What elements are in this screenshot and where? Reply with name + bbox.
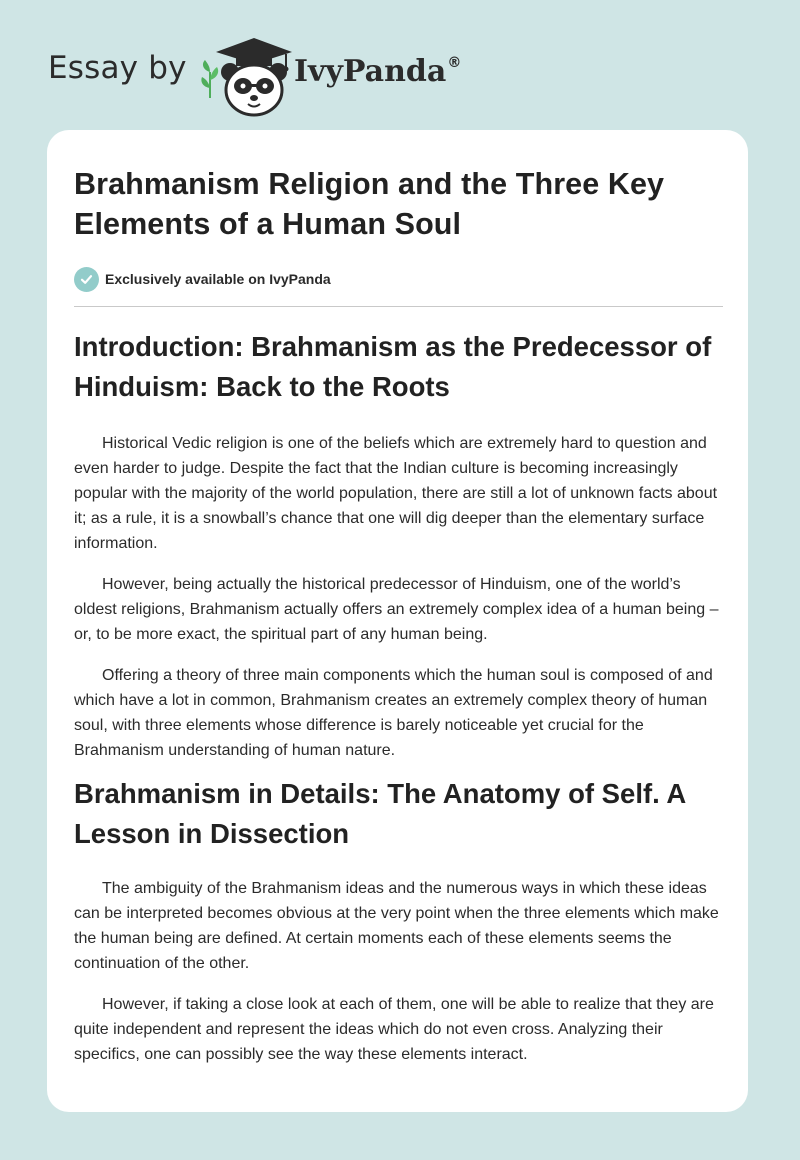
exclusive-badge-text: Exclusively available on IvyPanda bbox=[105, 271, 331, 287]
essay-card bbox=[47, 130, 748, 1112]
section-heading: Brahmanism in Details: The Anatomy of Self. A Lesson in Dissection bbox=[74, 778, 686, 849]
check-icon bbox=[74, 267, 99, 292]
divider bbox=[74, 306, 723, 307]
brand-text: IvyPanda bbox=[294, 54, 447, 89]
paragraph: However, being actually the historical predecessor of Hinduism, one of the world’s oldest religions, Brahmanism actually offers an extremely complex idea of a human being – or, to be more exact, the spiritual part of any human being. bbox=[74, 576, 719, 643]
section-introduction bbox=[74, 327, 724, 763]
essay-content bbox=[74, 164, 724, 1067]
essay-by-label: Essay by bbox=[48, 50, 187, 86]
section-details bbox=[74, 774, 724, 1067]
paragraph: Offering a theory of three main components which the human soul is composed of and which have a lot in common, Brahmanism creates an extremely complex theory of human soul, with three elements whose difference is barely noticeable yet crucial for the Brahmanism understanding of human nature. bbox=[74, 667, 713, 759]
paragraph: The ambiguity of the Brahmanism ideas and the numerous ways in which these ideas can be interpreted becomes obvious at the very point when the three elements which make the human being are defined. At certain moments each of these elements seems the continuation of the other. bbox=[74, 880, 719, 972]
section-heading: Introduction: Brahmanism as the Predecessor of Hinduism: Back to the Roots bbox=[74, 331, 712, 402]
exclusive-badge bbox=[74, 266, 724, 292]
registered-mark: ® bbox=[447, 55, 462, 71]
panda-logo-icon[interactable] bbox=[212, 36, 296, 120]
paragraph: Historical Vedic religion is one of the beliefs which are extremely hard to question and even harder to judge. Despite the fact that the Indian culture is becoming increasingly popular with the majority of the world population, there are still a lot of unknown facts about it; as a rule, it is a snowball’s chance that one will dig deeper than the elementary surface information. bbox=[74, 435, 718, 552]
essay-title: Brahmanism Religion and the Three Key Elements of a Human Soul bbox=[74, 167, 665, 241]
site-header bbox=[48, 28, 648, 118]
brand-name[interactable] bbox=[294, 54, 461, 89]
paragraph: However, if taking a close look at each of them, one will be able to realize that they are quite independent and represent the ideas which do not even cross. Analyzing their specifics, one can possibly see the way these elements interact. bbox=[74, 996, 714, 1063]
